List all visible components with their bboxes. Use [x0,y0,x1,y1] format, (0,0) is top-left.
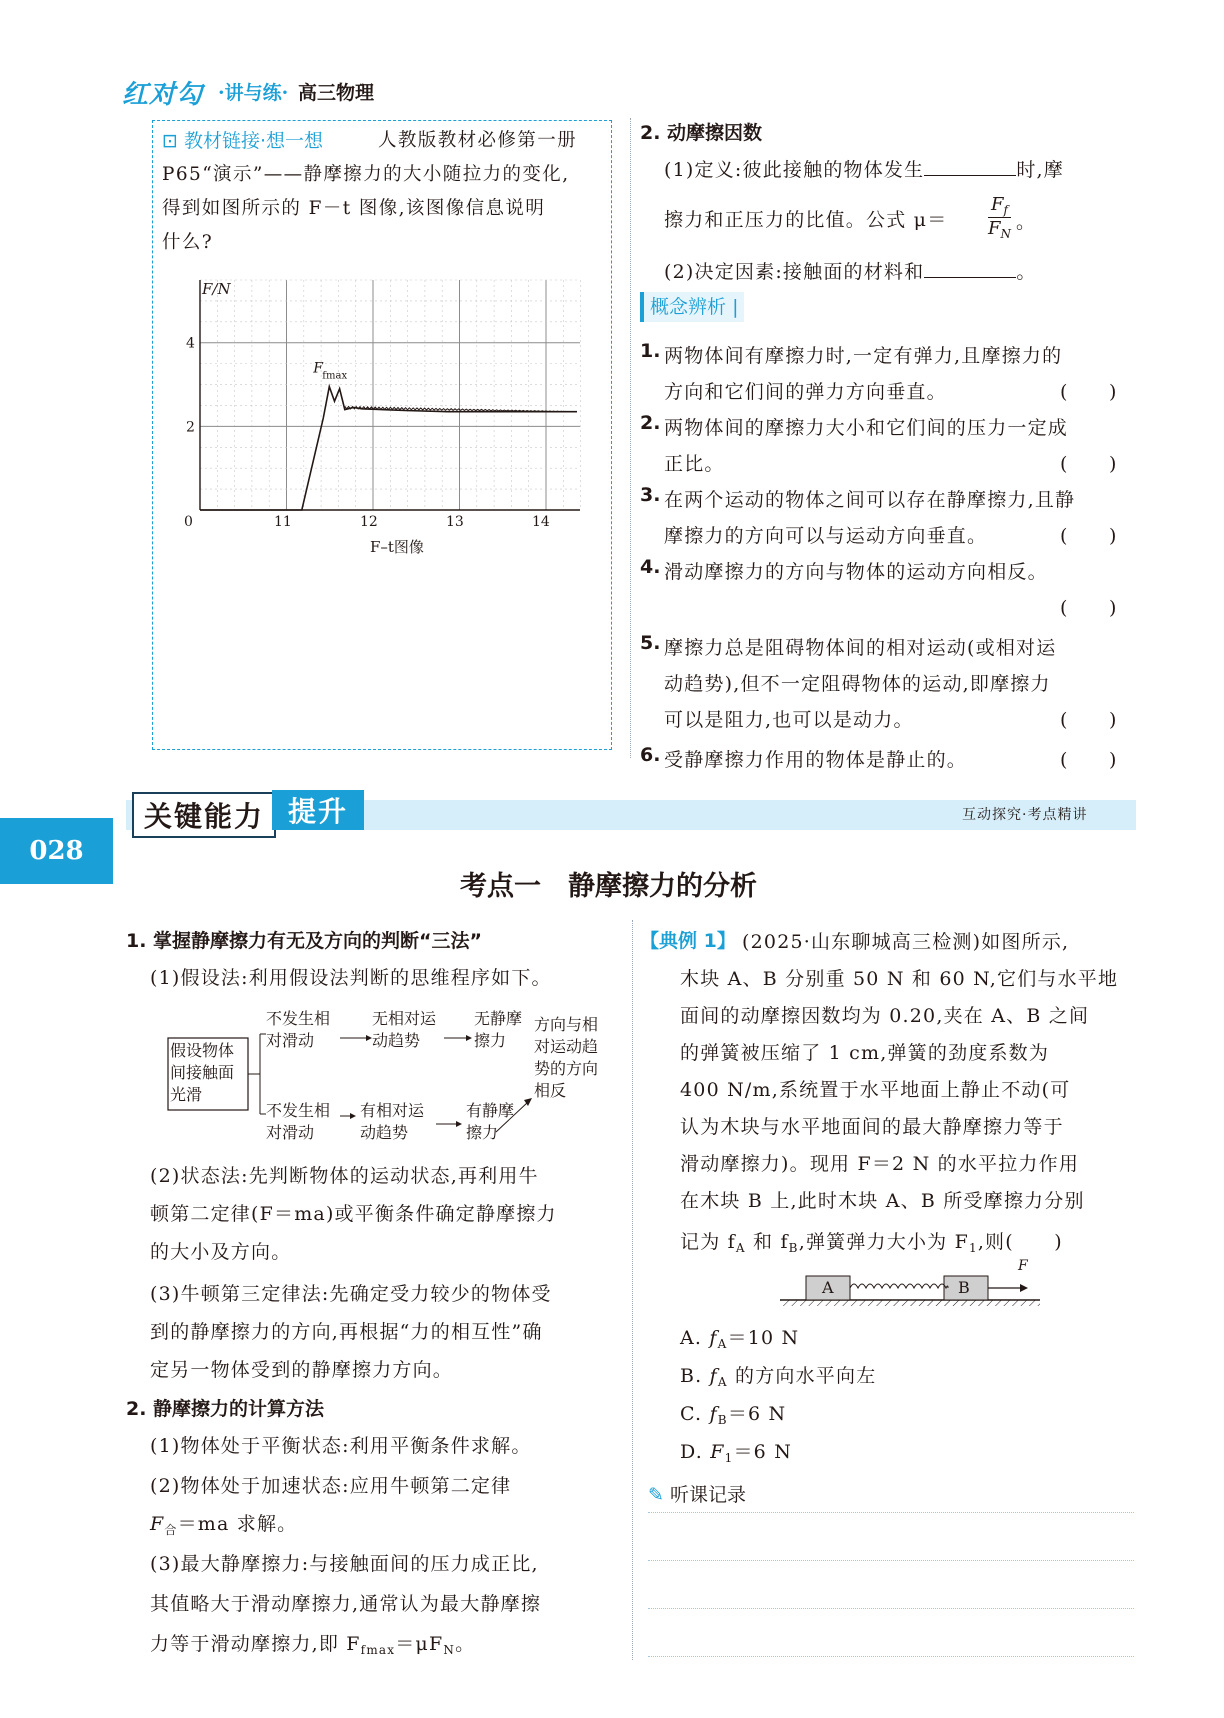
y-tick-label: 4 [186,335,195,352]
flow-dir-2: 势的方向 [534,1059,599,1078]
method-3-line-1: 到的静摩擦力的方向,再根据“力的相互性”确 [150,1321,543,1343]
notes-title: 听课记录 [669,1484,746,1506]
x-tick-label: 13 [446,514,464,530]
def-text-b: 时,摩 [1016,159,1064,181]
option-text: 的方向水平向左 [727,1365,877,1387]
judgment-number-5: 5. [640,632,661,654]
concept-title: 概念辨析 [650,296,727,318]
option-1[interactable] [680,1320,799,1362]
example-last-line [680,1224,1063,1266]
point-title: 考点一 静摩擦力的分析 [460,871,757,902]
textbook-link-tag: 教材链接·想一想 [183,130,324,152]
series-name: ·讲与练· [218,82,289,104]
spring-blocks-figure [776,1262,1046,1312]
flow-top-3 [474,1008,522,1052]
frac-den-sub: N [1000,227,1011,241]
method-2-line-1: 顿第二定律(F＝ma)或平衡条件确定静摩擦力 [150,1203,557,1225]
option-var: f [709,1403,718,1425]
ex-last-b: 和 f [753,1231,789,1253]
example-line-4: 400 N/m,系统置于水平地面上静止不动(可 [680,1079,1071,1101]
option-var: f [709,1327,718,1349]
calc-3-line-0: (3)最大静摩擦力:与接触面间的压力成正比, [150,1553,539,1575]
method-3-line-2: 定另一物体受到的静摩擦力方向。 [150,1359,454,1381]
def-end: 。 [1016,211,1037,233]
ex-sub-b: B [788,1241,799,1255]
judgment-2-answer-paren[interactable]: ( ) [1060,453,1118,475]
flow-start-1: 间接触面 [170,1063,235,1082]
flow-top2-1: 动趋势 [372,1031,421,1050]
factor-end: 。 [1016,261,1037,283]
option-sub: 1 [724,1451,734,1465]
flow-bot2-0: 有相对运 [360,1101,425,1120]
textbook-link-header [162,126,323,153]
chart-caption: F–t图像 [370,538,424,556]
option-4[interactable] [680,1434,792,1476]
option-text: ＝10 N [727,1327,800,1349]
example-line-1: 木块 A、B 分别重 50 N 和 60 N,它们与水平地 [680,968,1119,990]
judgment-3-answer-paren[interactable]: ( ) [1060,525,1118,547]
flow-bot-1 [266,1100,330,1144]
ex-sub-a: A [735,1241,746,1255]
judgment-number-1: 1. [640,340,661,362]
method-2-line-2: 的大小及方向。 [150,1241,292,1263]
method-title-2: 2. 静摩擦力的计算方法 [126,1398,325,1420]
option-text: ＝6 N [727,1403,787,1425]
judgment-2-line-1: 正比。 [664,453,725,475]
method-3-line-0: (3)牛顿第三定律法:先确定受力较少的物体受 [150,1283,552,1305]
f-t-curve [200,387,577,510]
judgment-4-answer-paren[interactable]: ( ) [1060,597,1118,619]
flow-top2-0: 无相对运 [372,1009,437,1028]
calc-2b-rest: ＝ma 求解。 [177,1513,298,1535]
flow-top-2 [372,1008,436,1052]
x-tick-label: 12 [360,514,378,530]
y-tick-label: 2 [186,419,195,436]
blank-2 [924,257,1016,278]
textbook-link-line-3: 什么? [162,232,214,253]
calc-3-line-2 [150,1626,475,1668]
ex-last-d: ,则( ) [977,1231,1063,1253]
x-tick-label: 11 [274,514,292,530]
flow-bot-2 [360,1100,424,1144]
judgment-3-line-0: 在两个运动的物体之间可以存在静摩擦力,且静 [664,489,1076,511]
judgment-5-line-0: 摩擦力总是阻碍物体间的相对运动(或相对运 [664,637,1057,659]
calc-3-last-sub: fmax [360,1643,396,1657]
option-key: B. [680,1365,703,1387]
judgment-5-answer-paren[interactable]: ( ) [1060,709,1118,731]
subject-name: 高三物理 [298,82,375,104]
flow-direction [534,1014,598,1102]
judgment-1-line-0: 两物体间有摩擦力时,一定有弹力,且摩擦力的 [664,345,1063,367]
calc-2a: (2)物体处于加速状态:应用牛顿第二定律 [150,1475,512,1497]
ex-last-c: ,弹簧弹力大小为 F [798,1231,969,1253]
option-sub: A [717,1337,728,1351]
textbook-link-line-0: 人教版教材必修第一册 [378,130,578,151]
book-icon: ⊡ [162,130,178,152]
flow-start-2: 光滑 [170,1085,203,1104]
option-2[interactable] [680,1358,876,1400]
calc-1: (1)物体处于平衡状态:利用平衡条件求解。 [150,1435,532,1457]
example-tag: 【典例 1】 [640,930,736,952]
example-line-5: 认为木块与水平地面间的最大静摩擦力等于 [680,1116,1064,1138]
flow-start [170,1040,234,1106]
judgment-number-4: 4. [640,556,661,578]
boost-title: 提升 [272,790,364,830]
pen-icon: ✎ [648,1484,664,1506]
page-number: 028 [0,818,113,884]
judgment-5-line-1: 动趋势),但不一定阻碍物体的运动,即摩擦力 [664,673,1051,695]
judgment-6-answer-paren[interactable]: ( ) [1060,749,1118,771]
fmax-annotation-sub: fmax [322,370,348,382]
f-t-chart [180,270,600,570]
kinetic-def-line-1 [664,152,1064,188]
flow-top1-0: 不发生相 [266,1009,331,1028]
option-key: A. [680,1327,703,1349]
block-a-label: A [822,1278,834,1297]
kinetic-def-line-2 [664,202,947,238]
ex-last-a: 记为 f [680,1231,736,1253]
def-text-a: (1)定义:彼此接触的物体发生 [664,159,925,181]
flow-top-1 [266,1008,330,1052]
frac-num: F [991,194,1004,215]
key-ability-title: 关键能力 [132,792,276,838]
method-1: (1)假设法:利用假设法判断的思维程序如下。 [150,967,552,989]
option-var: F [710,1441,725,1463]
calc-3-last-c: 。 [455,1633,476,1655]
option-key: C. [680,1403,703,1425]
example-line-6: 滑动摩擦力)。现用 F＝2 N 的水平拉力作用 [680,1153,1080,1175]
flow-bot3-0: 有静摩 [466,1101,515,1120]
calc-2b-sub: 合 [164,1523,178,1537]
judgment-1-line-1: 方向和它们间的弹力方向垂直。 [664,381,947,403]
notes-header [648,1480,746,1507]
method-2-line-0: (2)状态法:先判断物体的运动状态,再利用牛 [150,1165,539,1187]
calc-3-last-a: 力等于滑动摩擦力,即 F [150,1633,361,1655]
kinetic-title: 2. 动摩擦因数 [640,122,763,144]
judgment-6-line-0: 受静摩擦力作用的物体是静止的。 [664,749,968,771]
flow-bot2-1: 动趋势 [360,1123,409,1142]
column-divider [632,920,633,1660]
judgment-3-line-1: 摩擦力的方向可以与运动方向垂直。 [664,525,988,547]
calc-2b [150,1506,297,1548]
top-column-divider [630,118,631,758]
judgment-number-2: 2. [640,412,661,434]
factor-line [664,254,1037,290]
calc-3-line-1: 其值略大于滑动摩擦力,通常认为最大静摩擦 [150,1593,542,1615]
example-line-0: (2025·山东聊城高三检测)如图所示, [742,931,1070,953]
calc-3-last-b: ＝μF [395,1633,444,1655]
judgment-5-line-2: 可以是阻力,也可以是动力。 [664,709,914,731]
section-tagline: 互动探究·考点精讲 [962,807,1088,823]
flow-bot-3 [466,1100,514,1144]
notes-line-2 [648,1560,1134,1561]
flow-top3-0: 无静摩 [474,1009,523,1028]
option-var: f [709,1365,718,1387]
fmax-annotation: F [313,360,324,377]
brand-logo: 红对勾 [122,80,204,110]
factor-text: (2)决定因素:接触面的材料和 [664,261,925,283]
flow-dir-1: 对运动趋 [534,1037,599,1056]
judgment-1-answer-paren[interactable]: ( ) [1060,381,1118,403]
example-line-2: 面间的动摩擦因数均为 0.20,夹在 A、B 之间 [680,1005,1090,1027]
flow-bot1-1: 对滑动 [266,1123,315,1142]
x-tick-label: 0 [184,514,193,530]
flow-dir-3: 相反 [534,1081,567,1100]
bar-icon: | [732,296,739,318]
block-b-label: B [958,1278,970,1297]
option-key: D. [680,1441,703,1463]
option-sub: A [717,1375,728,1389]
flow-dir-0: 方向与相 [534,1015,599,1034]
judgment-number-3: 3. [640,484,661,506]
option-3[interactable] [680,1396,786,1438]
judgment-4-line-0: 滑动摩擦力的方向与物体的运动方向相反。 [664,561,1048,583]
textbook-link-line-1: P65“演示”——静摩擦力的大小随拉力的变化, [162,164,570,185]
flow-top3-1: 擦力 [474,1031,507,1050]
judgment-number-6: 6. [640,744,661,766]
y-axis-label: F/N [202,280,231,298]
option-text: ＝6 N [733,1441,793,1463]
method-title-1: 1. 掌握静摩擦力有无及方向的判断“三法” [126,930,483,952]
ex-sub-1: 1 [968,1241,978,1255]
def-text-c: 擦力和正压力的比值。公式 μ＝ [664,209,948,231]
calc-2b-f: F [150,1513,165,1535]
flow-top1-1: 对滑动 [266,1031,315,1050]
frac-num-sub: f [1003,203,1008,217]
force-label: F [1018,1258,1028,1274]
option-sub: B [717,1413,728,1427]
calc-3-last-sub2: N [443,1643,456,1657]
notes-line-1 [648,1512,1134,1513]
x-tick-label: 14 [532,514,550,530]
blank-1 [924,155,1016,176]
notes-line-3 [648,1608,1134,1609]
textbook-link-line-2: 得到如图所示的 F－t 图像,该图像信息说明 [162,198,546,219]
flow-bot1-0: 不发生相 [266,1101,331,1120]
mu-fraction [988,194,1011,241]
notes-line-4 [648,1656,1134,1657]
flow-bot3-1: 擦力 [466,1123,499,1142]
judgment-2-line-0: 两物体间的摩擦力大小和它们间的压力一定成 [664,417,1069,439]
example-line-3: 的弹簧被压缩了 1 cm,弹簧的劲度系数为 [680,1042,1050,1064]
concept-tag [640,292,744,322]
example-line-7: 在木块 B 上,此时木块 A、B 所受摩擦力分别 [680,1190,1085,1212]
flow-start-0: 假设物体 [170,1041,235,1060]
frac-den: F [988,218,1001,239]
